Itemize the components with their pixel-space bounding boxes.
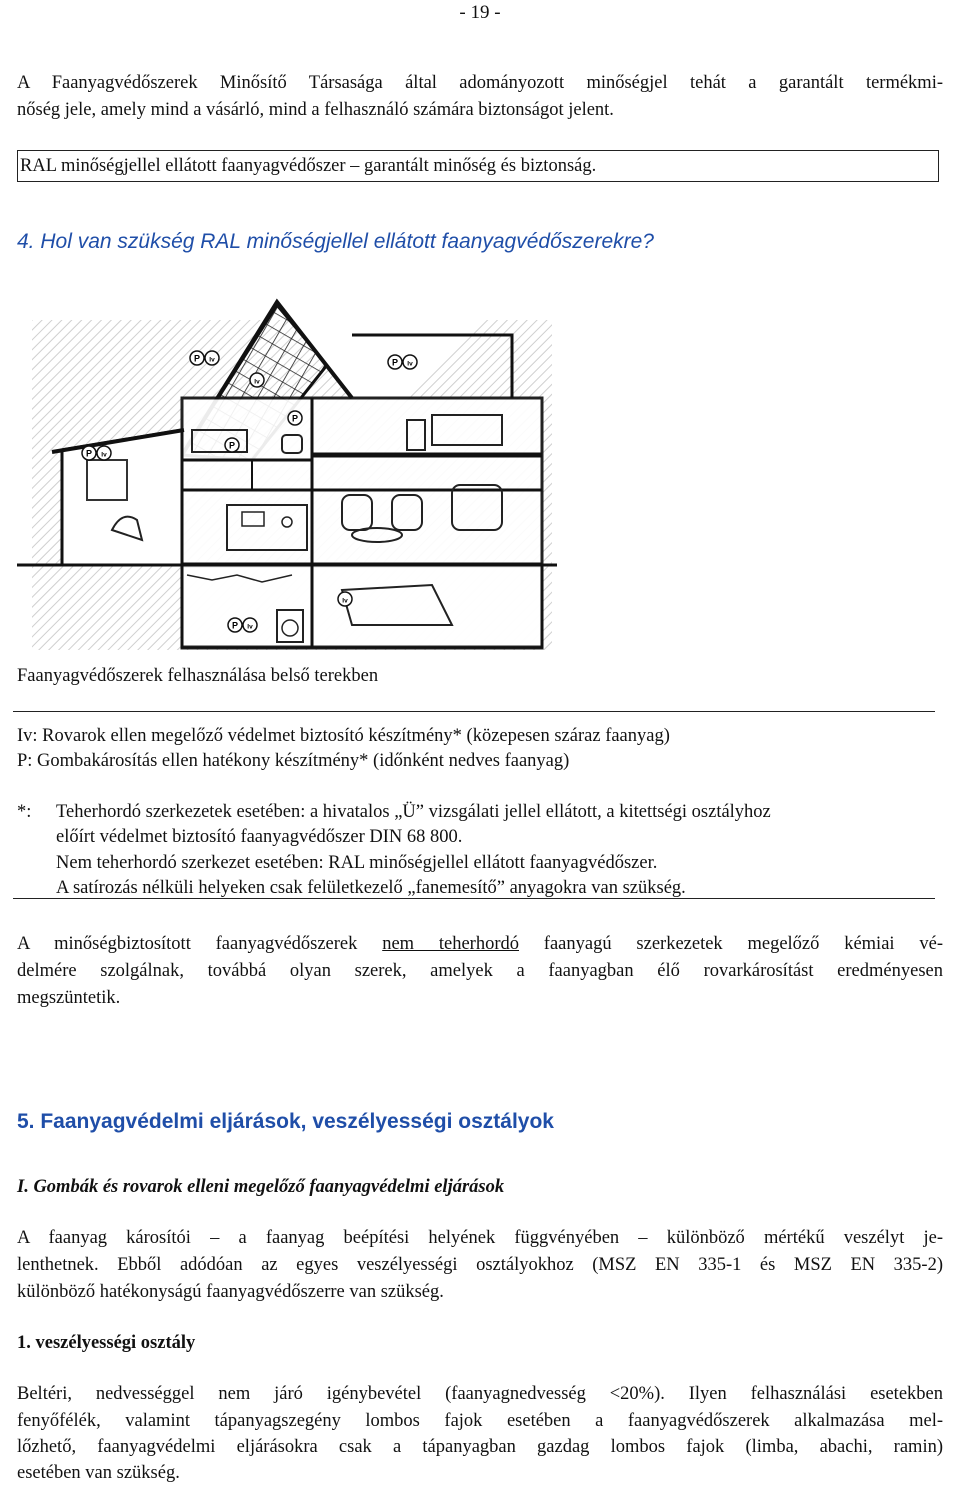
class-1-heading: 1. veszélyességi osztály [17, 1333, 196, 1353]
para4-line-4: esetében van szükség. [17, 1463, 180, 1483]
p-marker-label: P [291, 413, 299, 424]
boxed-statement: RAL minőségjellel ellátott faanyagvédőszer – garantált minőség és biztonság. [17, 150, 939, 182]
para2-line-1: A minőségbiztosított faanyagvédőszerek nem teherhordó faanyagú szerkezetek megelőző kémiai vé- [17, 934, 943, 954]
p-marker-label: P [193, 353, 201, 364]
p-marker-label: P [231, 620, 239, 631]
definition-star-marker: *: [17, 802, 32, 822]
definitions-box [13, 711, 935, 899]
iv-marker-label: Iv [342, 597, 348, 605]
definition-star-line-1: Teherhordó szerkezetek esetében: a hivatalos „Ü” vizsgálati jellel ellátott, a kitettségi osztályhoz [56, 802, 771, 822]
intro-line-1: A Faanyagvédőszerek Minősítő Társasága által adományozott minőségjel tehát a garantált termékmi- [17, 73, 943, 93]
section-4-heading: 4. Hol van szükség RAL minőségjellel ellátott faanyagvédőszerekre? [17, 230, 654, 253]
para2-line-3: megszüntetik. [17, 988, 121, 1008]
page-number: - 19 - [459, 2, 501, 23]
definition-star-line-4: A satírozás nélküli helyeken csak felületkezelő „fanemesítő” anyagokra van szükség. [56, 878, 686, 898]
definition-p: P: Gombakárosítás ellen hatékony készítmény* (időnként nedves faanyag) [17, 751, 570, 771]
section-5-heading: 5. Faanyagvédelmi eljárások, veszélyességi osztályok [17, 1110, 554, 1133]
p-marker-label: P [85, 448, 93, 459]
para4-line-1: Beltéri, nedvességgel nem járó igénybevétel (faanyagnedvesség <20%). Ilyen felhasználási esetekben [17, 1384, 943, 1404]
para4-line-3: lőzhető, faanyagvédelmi eljárásokra csak a tápanyagban gazdag lombos fajok (limba, abachi, ramin) [17, 1437, 943, 1457]
subsection-i-heading: I. Gombák és rovarok elleni megelőző faanyagvédelmi eljárások [17, 1177, 505, 1197]
iv-marker-label: Iv [247, 623, 253, 631]
figure-caption: Faanyagvédőszerek felhasználása belső terekben [17, 666, 379, 686]
iv-marker-label: Iv [254, 378, 260, 386]
para2-line-2: delmére szolgálnak, továbbá olyan szerek, amelyek a faanyagban élő rovarkárosítást eredményesen [17, 961, 943, 981]
definition-star-line-3: Nem teherhordó szerkezet esetében: RAL minőségjellel ellátott faanyagvédőszer. [56, 853, 658, 873]
definition-iv: Iv: Rovarok ellen megelőző védelmet biztosító készítmény* (közepesen száraz faanyag) [17, 726, 670, 746]
underlined-phrase: nem teherhordó [382, 934, 519, 954]
definition-star-line-2: előírt védelmet biztosító faanyagvédőszer DIN 68 800. [56, 827, 463, 847]
para4-line-2: fenyőfélék, valamint tápanyagszegény lombos fajok esetében a faanyagvédőszerek alkalmazása mel- [17, 1411, 943, 1431]
para3-line-1: A faanyag károsítói – a faanyag beépítési helyének függvényében – különböző mértékű veszélyt je- [17, 1228, 943, 1248]
para3-line-3: különböző hatékonyságú faanyagvédőszerre van szükség. [17, 1282, 444, 1302]
intro-line-2: nőség jele, amely mind a vásárló, mind a felhasználó számára biztonságot jelent. [17, 100, 614, 120]
p-marker-label: P [228, 440, 236, 451]
house-cross-section-illustration [12, 290, 557, 655]
iv-marker-label: Iv [101, 451, 107, 459]
p-marker-label: P [391, 357, 399, 368]
iv-marker-label: Iv [209, 356, 215, 364]
para3-line-2: lenthetnek. Ebből adódóan az egyes veszélyességi osztályokhoz (MSZ EN 335-1 és MSZ EN 335-2) [17, 1255, 943, 1275]
iv-marker-label: Iv [407, 360, 413, 368]
